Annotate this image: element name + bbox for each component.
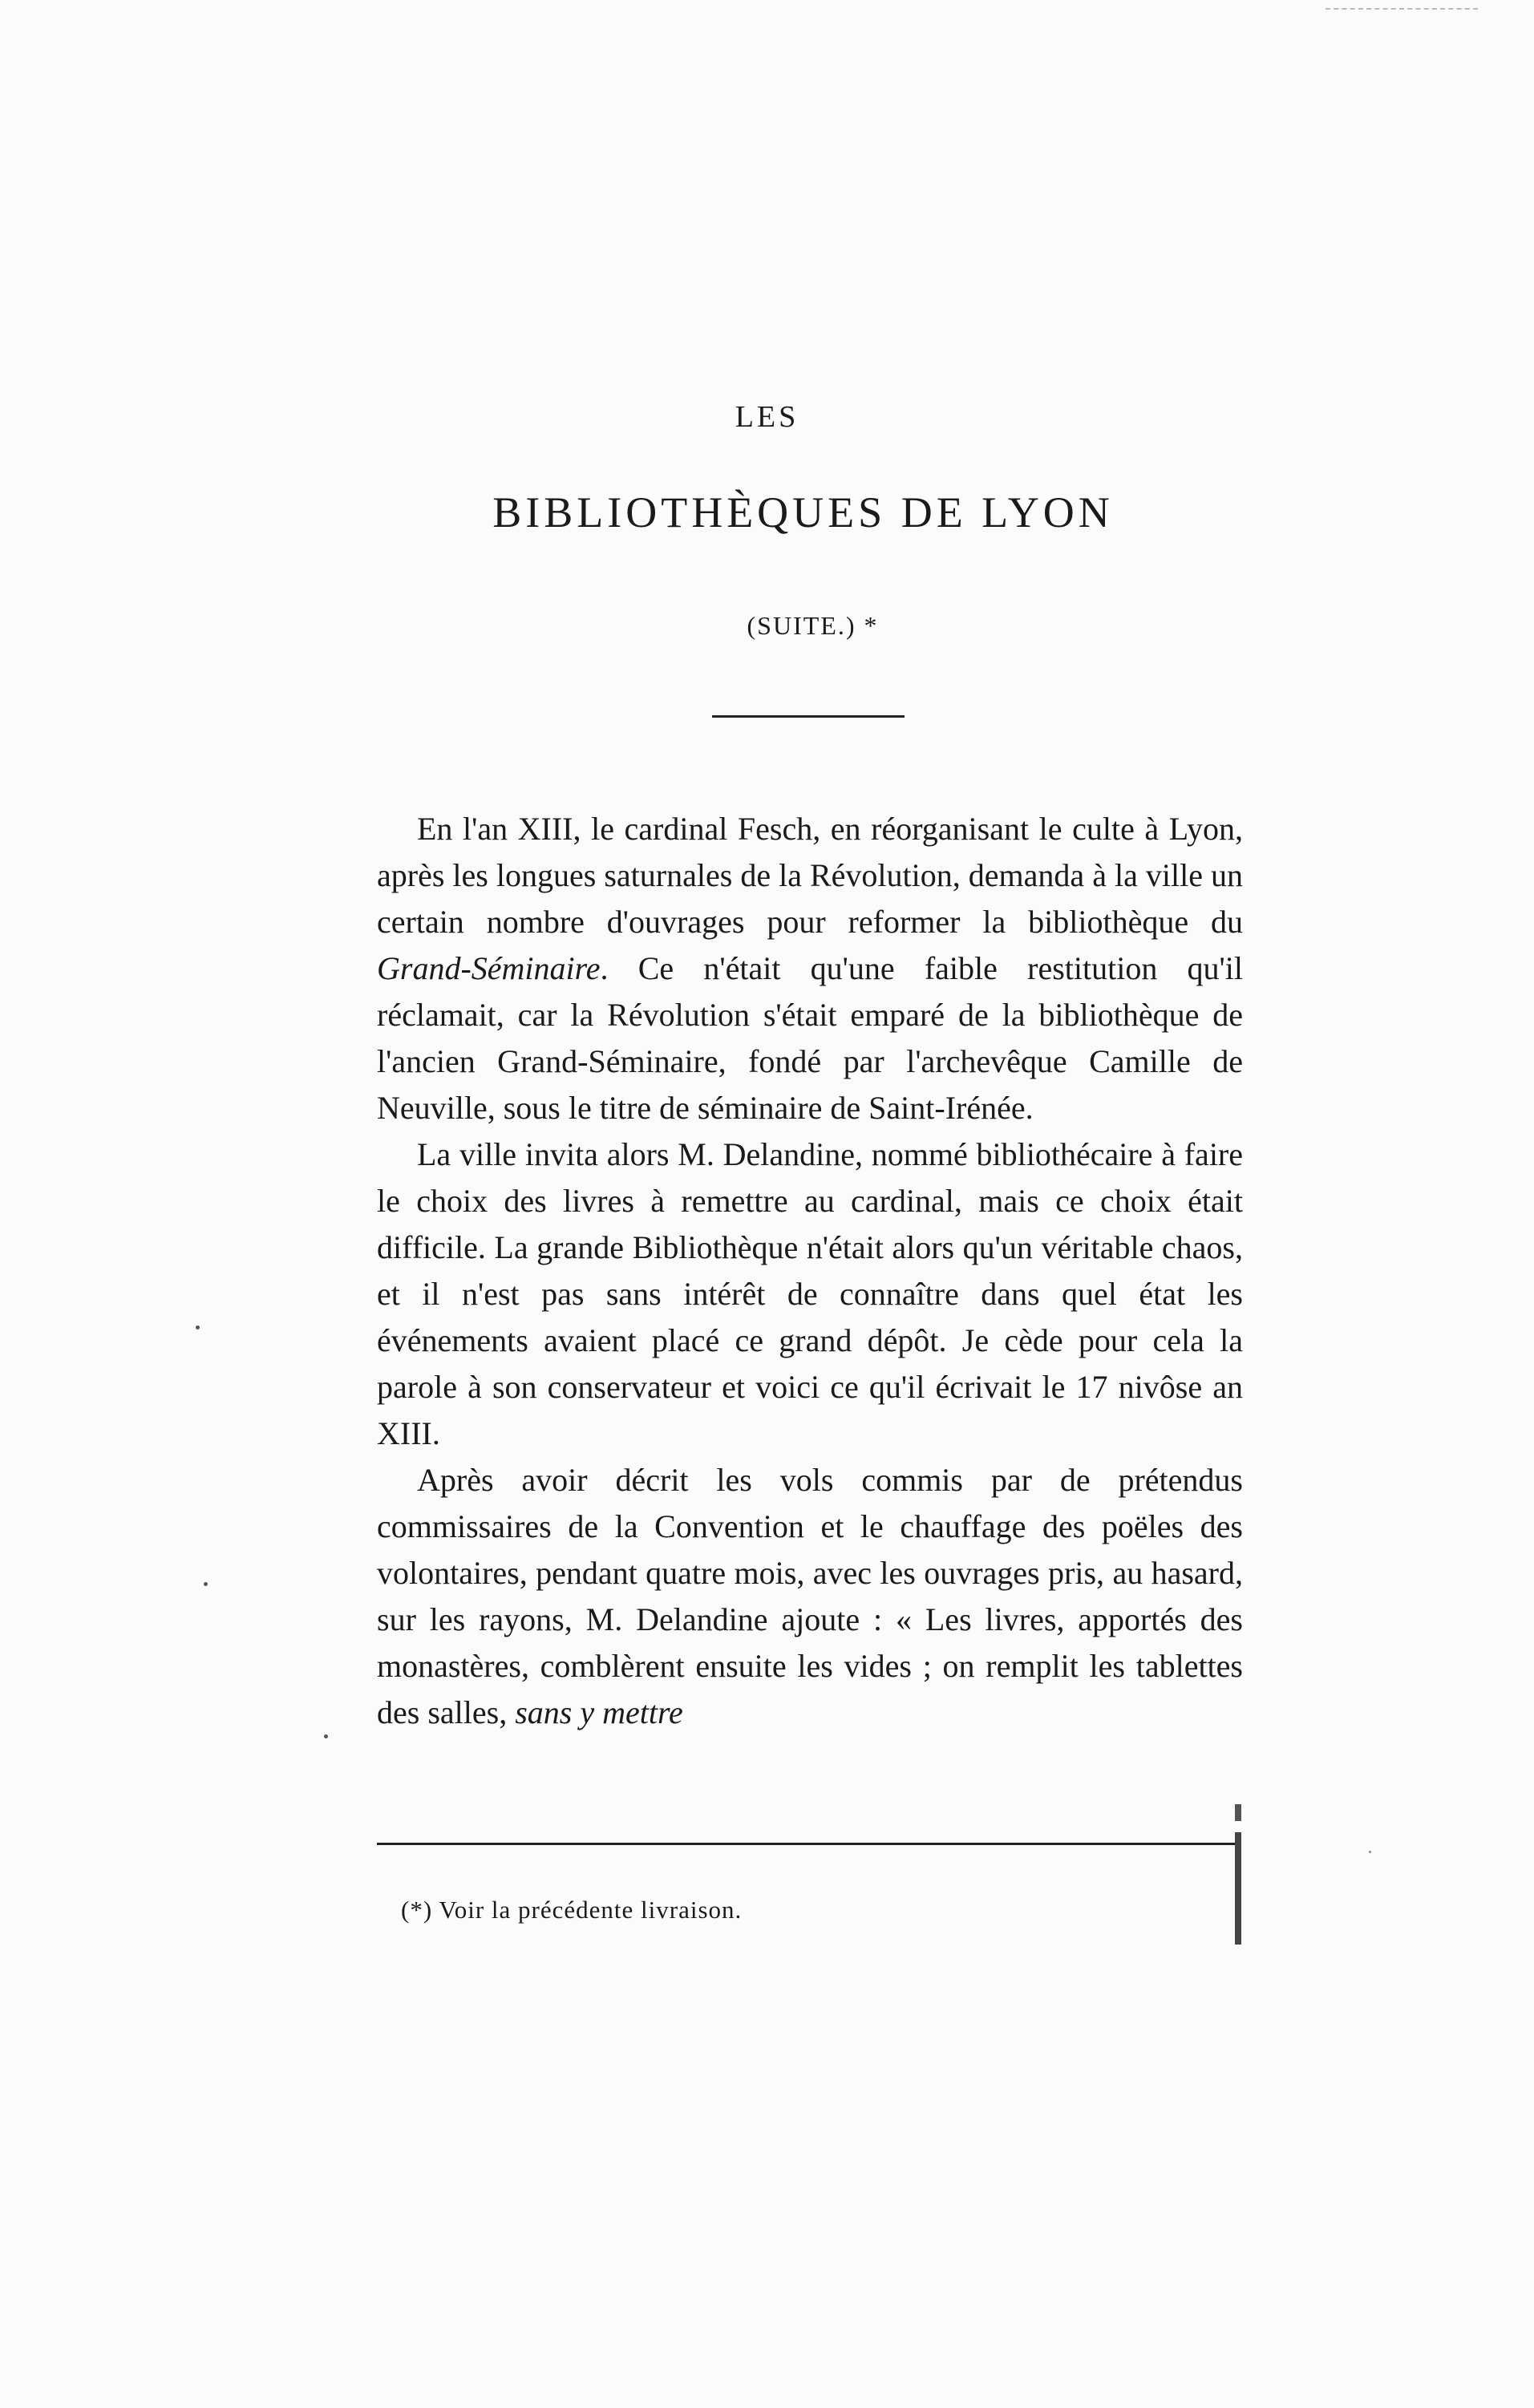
title-rule — [712, 715, 905, 718]
margin-speck — [324, 1734, 328, 1738]
margin-speck — [196, 1325, 200, 1329]
running-heading: LES — [735, 400, 799, 434]
page-title: BIBLIOTHÈQUES DE LYON — [492, 488, 1114, 536]
paragraph-3 — [377, 1457, 1243, 1736]
footnote: (*) Voir la précédente livraison. — [401, 1896, 743, 1924]
paragraph-1-italic: Grand-Séminaire — [377, 950, 601, 986]
paragraph-3-text: Après avoir décrit les vols commis par de prétendus commissaires de la Convention et le chauffage des poëles des volontaires, pendant quatre mois, avec les ouvrages pris, au hasard, sur les rayons, M. Delandine ajoute : « Les livres, apportés des monastères, comblèrent ensuite les vides ; on remplit les tablettes des salles, — [377, 1462, 1243, 1730]
paragraph-1-text-a: En l'an XIII, le cardinal Fesch, en réorganisant le culte à Lyon, après les longues saturnales de la Révolution, demanda à la ville un certain nombre d'ouvrages pour reformer la bibliothèque du — [377, 811, 1243, 940]
margin-speck — [204, 1582, 208, 1586]
margin-speck — [1369, 1851, 1371, 1853]
footnote-rule — [377, 1843, 1235, 1845]
paragraph-1 — [377, 806, 1243, 1131]
subtitle-suite: (SUITE.) * — [747, 611, 879, 640]
page-edge-mark — [1326, 8, 1478, 11]
paragraph-3-italic: sans y mettre — [515, 1694, 683, 1730]
paragraph-1-text-b: . Ce n'était qu'une faible restitution qu'il réclamait, car la Révolution s'était emparé de la bibliothèque de l'ancien Grand-Séminaire, fondé par l'archevêque Camille de Neuville, sous le titre de séminaire de Saint-Irénée. — [377, 950, 1243, 1126]
body-text — [377, 806, 1243, 1736]
paragraph-2: La ville invita alors M. Delandine, nommé bibliothécaire à faire le choix des livres à remettre au cardinal, mais ce choix était difficile. La grande Bibliothèque n'était alors qu'un véritable chaos, et il n'est pas sans intérêt de connaître dans quel état les événements avaient placé ce grand dépôt. Je cède pour cela la parole à son conservateur et voici ce qu'il écrivait le 17 nivôse an XIII. — [377, 1136, 1243, 1451]
binding-strip — [1235, 1804, 1241, 1945]
